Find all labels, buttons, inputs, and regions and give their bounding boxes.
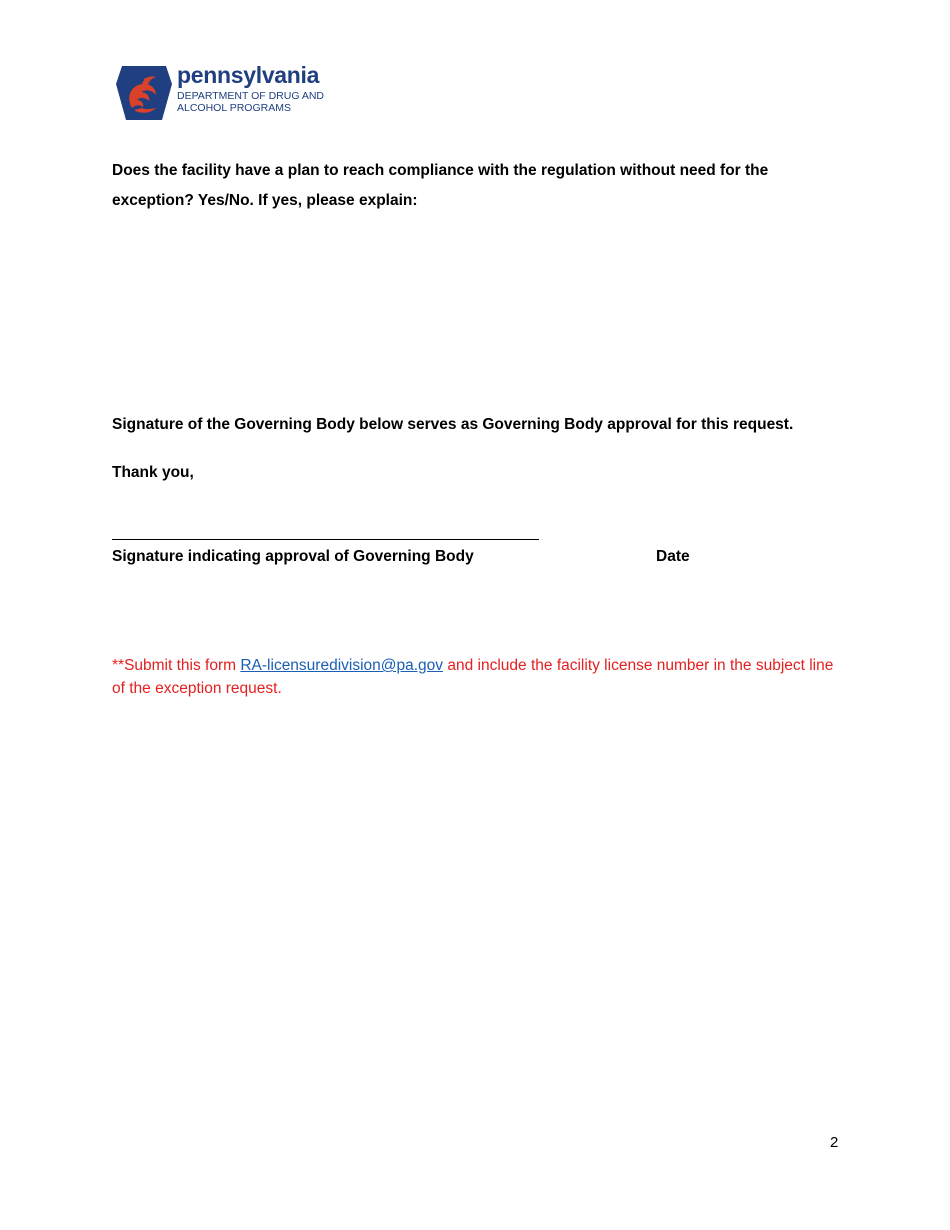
logo-dept-line-2: ALCOHOL PROGRAMS (177, 102, 291, 114)
pa-ddap-logo (116, 64, 346, 124)
logo-text (177, 64, 324, 114)
compliance-plan-question: Does the facility have a plan to reach compliance with the regulation without need for the exception? Yes/No. If yes, please explain: (112, 162, 769, 209)
signature-label: Signature indicating approval of Governing Body (112, 548, 474, 565)
note-prefix: **Submit this form (112, 657, 241, 674)
logo-state-name: pennsylvania (177, 62, 320, 88)
signature-line[interactable] (112, 539, 539, 540)
date-label: Date (656, 548, 690, 565)
closing-text: Thank you, (112, 464, 194, 481)
keystone-phoenix-icon (116, 66, 172, 120)
governing-body-statement: Signature of the Governing Body below serves as Governing Body approval for this request. (112, 416, 794, 433)
email-link[interactable]: RA-licensuredivision@pa.gov (240, 657, 444, 674)
page-number: 2 (830, 1134, 839, 1151)
submission-note (112, 654, 842, 700)
logo-dept-line-1: DEPARTMENT OF DRUG AND (177, 90, 325, 102)
note-suffix: and include the facility license number in the subject line of the exception request. (112, 657, 834, 697)
